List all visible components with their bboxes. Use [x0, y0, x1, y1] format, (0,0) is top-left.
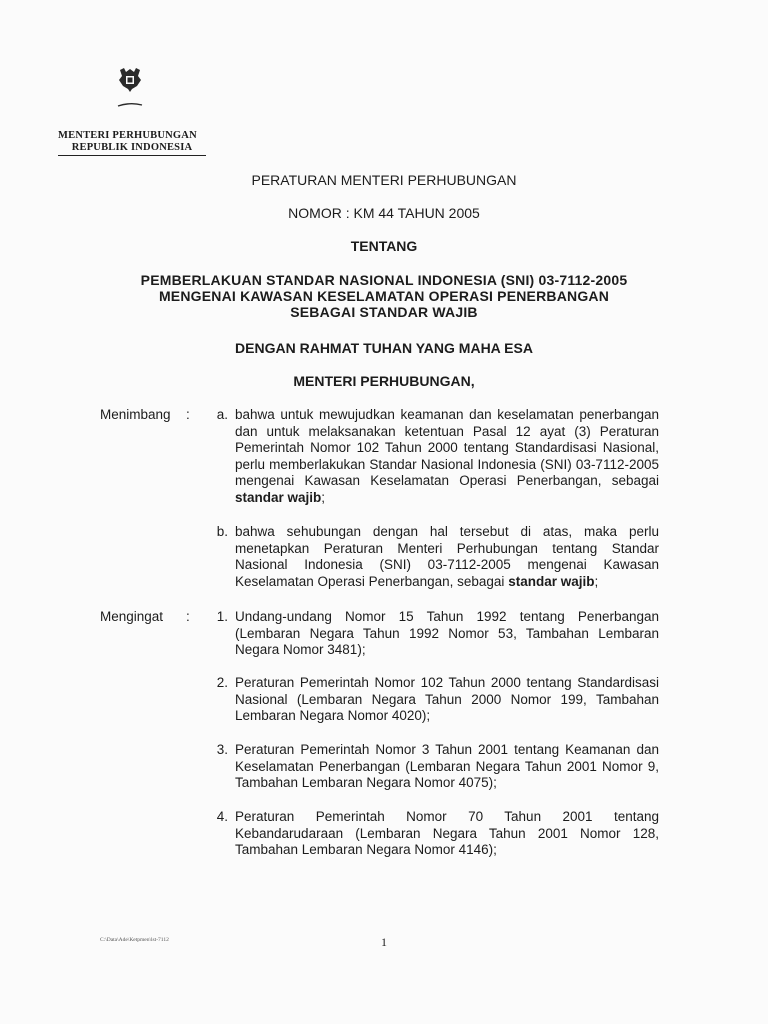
item-end: ; — [321, 489, 326, 505]
subject-line: MENGENAI KAWASAN KESELAMATAN OPERASI PENERBANGAN — [158, 288, 610, 304]
item-marker: 1. — [216, 609, 228, 624]
subject-line: SEBAGAI STANDAR WAJIB — [290, 304, 478, 320]
item-emphasis: standar wajib — [235, 489, 322, 505]
page-number: 1 — [381, 935, 387, 949]
tentang-heading: TENTANG — [350, 238, 418, 254]
regulation-subject — [0, 272, 768, 320]
ministry-header — [58, 130, 206, 156]
regulation-number: NOMOR : KM 44 TAHUN 2005 — [288, 205, 480, 221]
menimbang-label: Menimbang — [100, 407, 171, 422]
item-marker: 2. — [216, 675, 228, 690]
item-text: bahwa untuk mewujudkan keamanan dan keselamatan penerbangan dan untuk melaksanakan ketentuan Pasal 12 ayat (3) Peraturan Pemerintah Nomor 102 Tahun 2000 tentang Standardisasi Nasional, perlu memberlakukan Standar Nasional Indonesia (SNI) 03-7112-2005 mengenai Kawasan Keselamatan Operasi Penerbangan, sebagai — [235, 407, 659, 488]
menimbang-colon: : — [186, 407, 190, 422]
mengingat-label: Mengingat — [100, 609, 164, 624]
item-text: bahwa sehubungan dengan hal tersebut di atas, maka perlu menetapkan Peraturan Menteri Perhubungan tentang Standar Nasional Indonesia (SNI) 03-7112-2005 mengenai Kawasan Keselamatan Operasi Penerbangan, sebagai — [235, 524, 659, 589]
menimbang-item — [235, 407, 659, 506]
file-path: C:\Data\Ade\Ketpmen\lst-7112 — [100, 937, 169, 943]
mengingat-item: Peraturan Pemerintah Nomor 3 Tahun 2001 tentang Keamanan dan Keselamatan Penerbangan (Lembaran Negara Tahun 2001 Nomor 9, Tambahan Lembaran Negara Nomor 4075); — [235, 742, 659, 790]
preamble-heading: DENGAN RAHMAT TUHAN YANG MAHA ESA — [235, 340, 533, 356]
item-marker: b. — [216, 524, 228, 539]
item-marker: 3. — [216, 742, 228, 757]
mengingat-item: Undang-undang Nomor 15 Tahun 1992 tentang Penerbangan (Lembaran Negara Tahun 1992 Nomor 53, Tambahan Lembaran Negara Nomor 3481); — [235, 609, 659, 657]
item-emphasis: standar wajib — [508, 573, 595, 589]
regulation-title: PERATURAN MENTERI PERHUBUNGAN — [251, 172, 517, 188]
minister-heading: MENTERI PERHUBUNGAN, — [293, 373, 475, 389]
item-marker: a. — [216, 407, 228, 422]
mengingat-colon: : — [186, 609, 190, 624]
item-marker: 4. — [216, 809, 228, 824]
mengingat-item: Peraturan Pemerintah Nomor 70 Tahun 2001 tentang Kebandarudaraan (Lembaran Negara Tahun 2001 Nomor 128, Tambahan Lembaran Negara Nomor 4146); — [235, 809, 659, 857]
mengingat-item: Peraturan Pemerintah Nomor 102 Tahun 2000 tentang Standardisasi Nasional (Lembaran Negara Tahun 2000 Nomor 199, Tambahan Lembaran Negara Nomor 4020); — [235, 675, 659, 723]
subject-line: PEMBERLAKUAN STANDAR NASIONAL INDONESIA (SNI) 03-7112-2005 — [140, 272, 628, 288]
item-end: ; — [594, 573, 599, 589]
ministry-country: REPUBLIK INDONESIA — [58, 142, 206, 156]
garuda-emblem-icon — [112, 64, 148, 112]
menimbang-item — [235, 524, 659, 590]
ministry-name: MENTERI PERHUBUNGAN — [58, 130, 197, 141]
